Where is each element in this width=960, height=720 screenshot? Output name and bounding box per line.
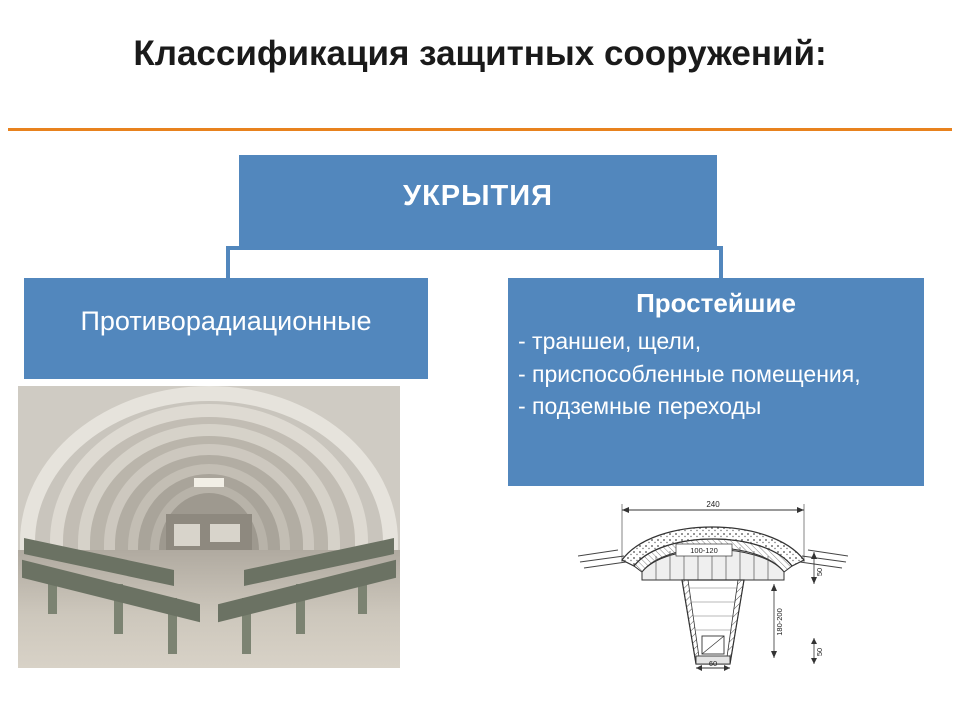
dim-bottom-right: 50 [815,647,824,657]
dim-bottom-width: 60 [708,659,718,668]
list-item: - подземные переходы [518,393,762,420]
ceiling-lamp [194,478,224,487]
wall-panel [174,524,200,546]
title-divider [8,128,952,131]
photo-tunnel-shelter [18,386,400,668]
list-item: - приспособленные помещения, [518,360,861,387]
tunnel-floor [18,550,400,668]
page-title: Классификация защитных сооружений: [133,34,827,73]
trench-svg [578,496,848,672]
node-ukrytiya [239,155,717,248]
list-item: - траншеи, щели, [518,328,702,354]
connector-right-drop [719,246,723,280]
dim-right-upper: 50 [815,567,824,577]
connector-left-drop [226,246,230,280]
dim-cover-thickness: 100-120 [690,546,718,555]
node-protivoradiacionnye-label: Противорадиационные [80,306,372,336]
node-ukrytiya-label: УКРЫТИЯ [403,180,553,212]
dim-top-width: 240 [706,500,720,509]
wall-panel [210,524,240,542]
node-protivoradiacionnye [24,278,428,379]
node-prosteyshie [508,278,924,486]
dim-depth: 180-200 [775,608,784,636]
drawing-trench-cross-section [578,496,848,672]
node-prosteyshie-label: Простейшие [636,288,796,318]
node-prosteyshie-bullets [508,325,924,423]
